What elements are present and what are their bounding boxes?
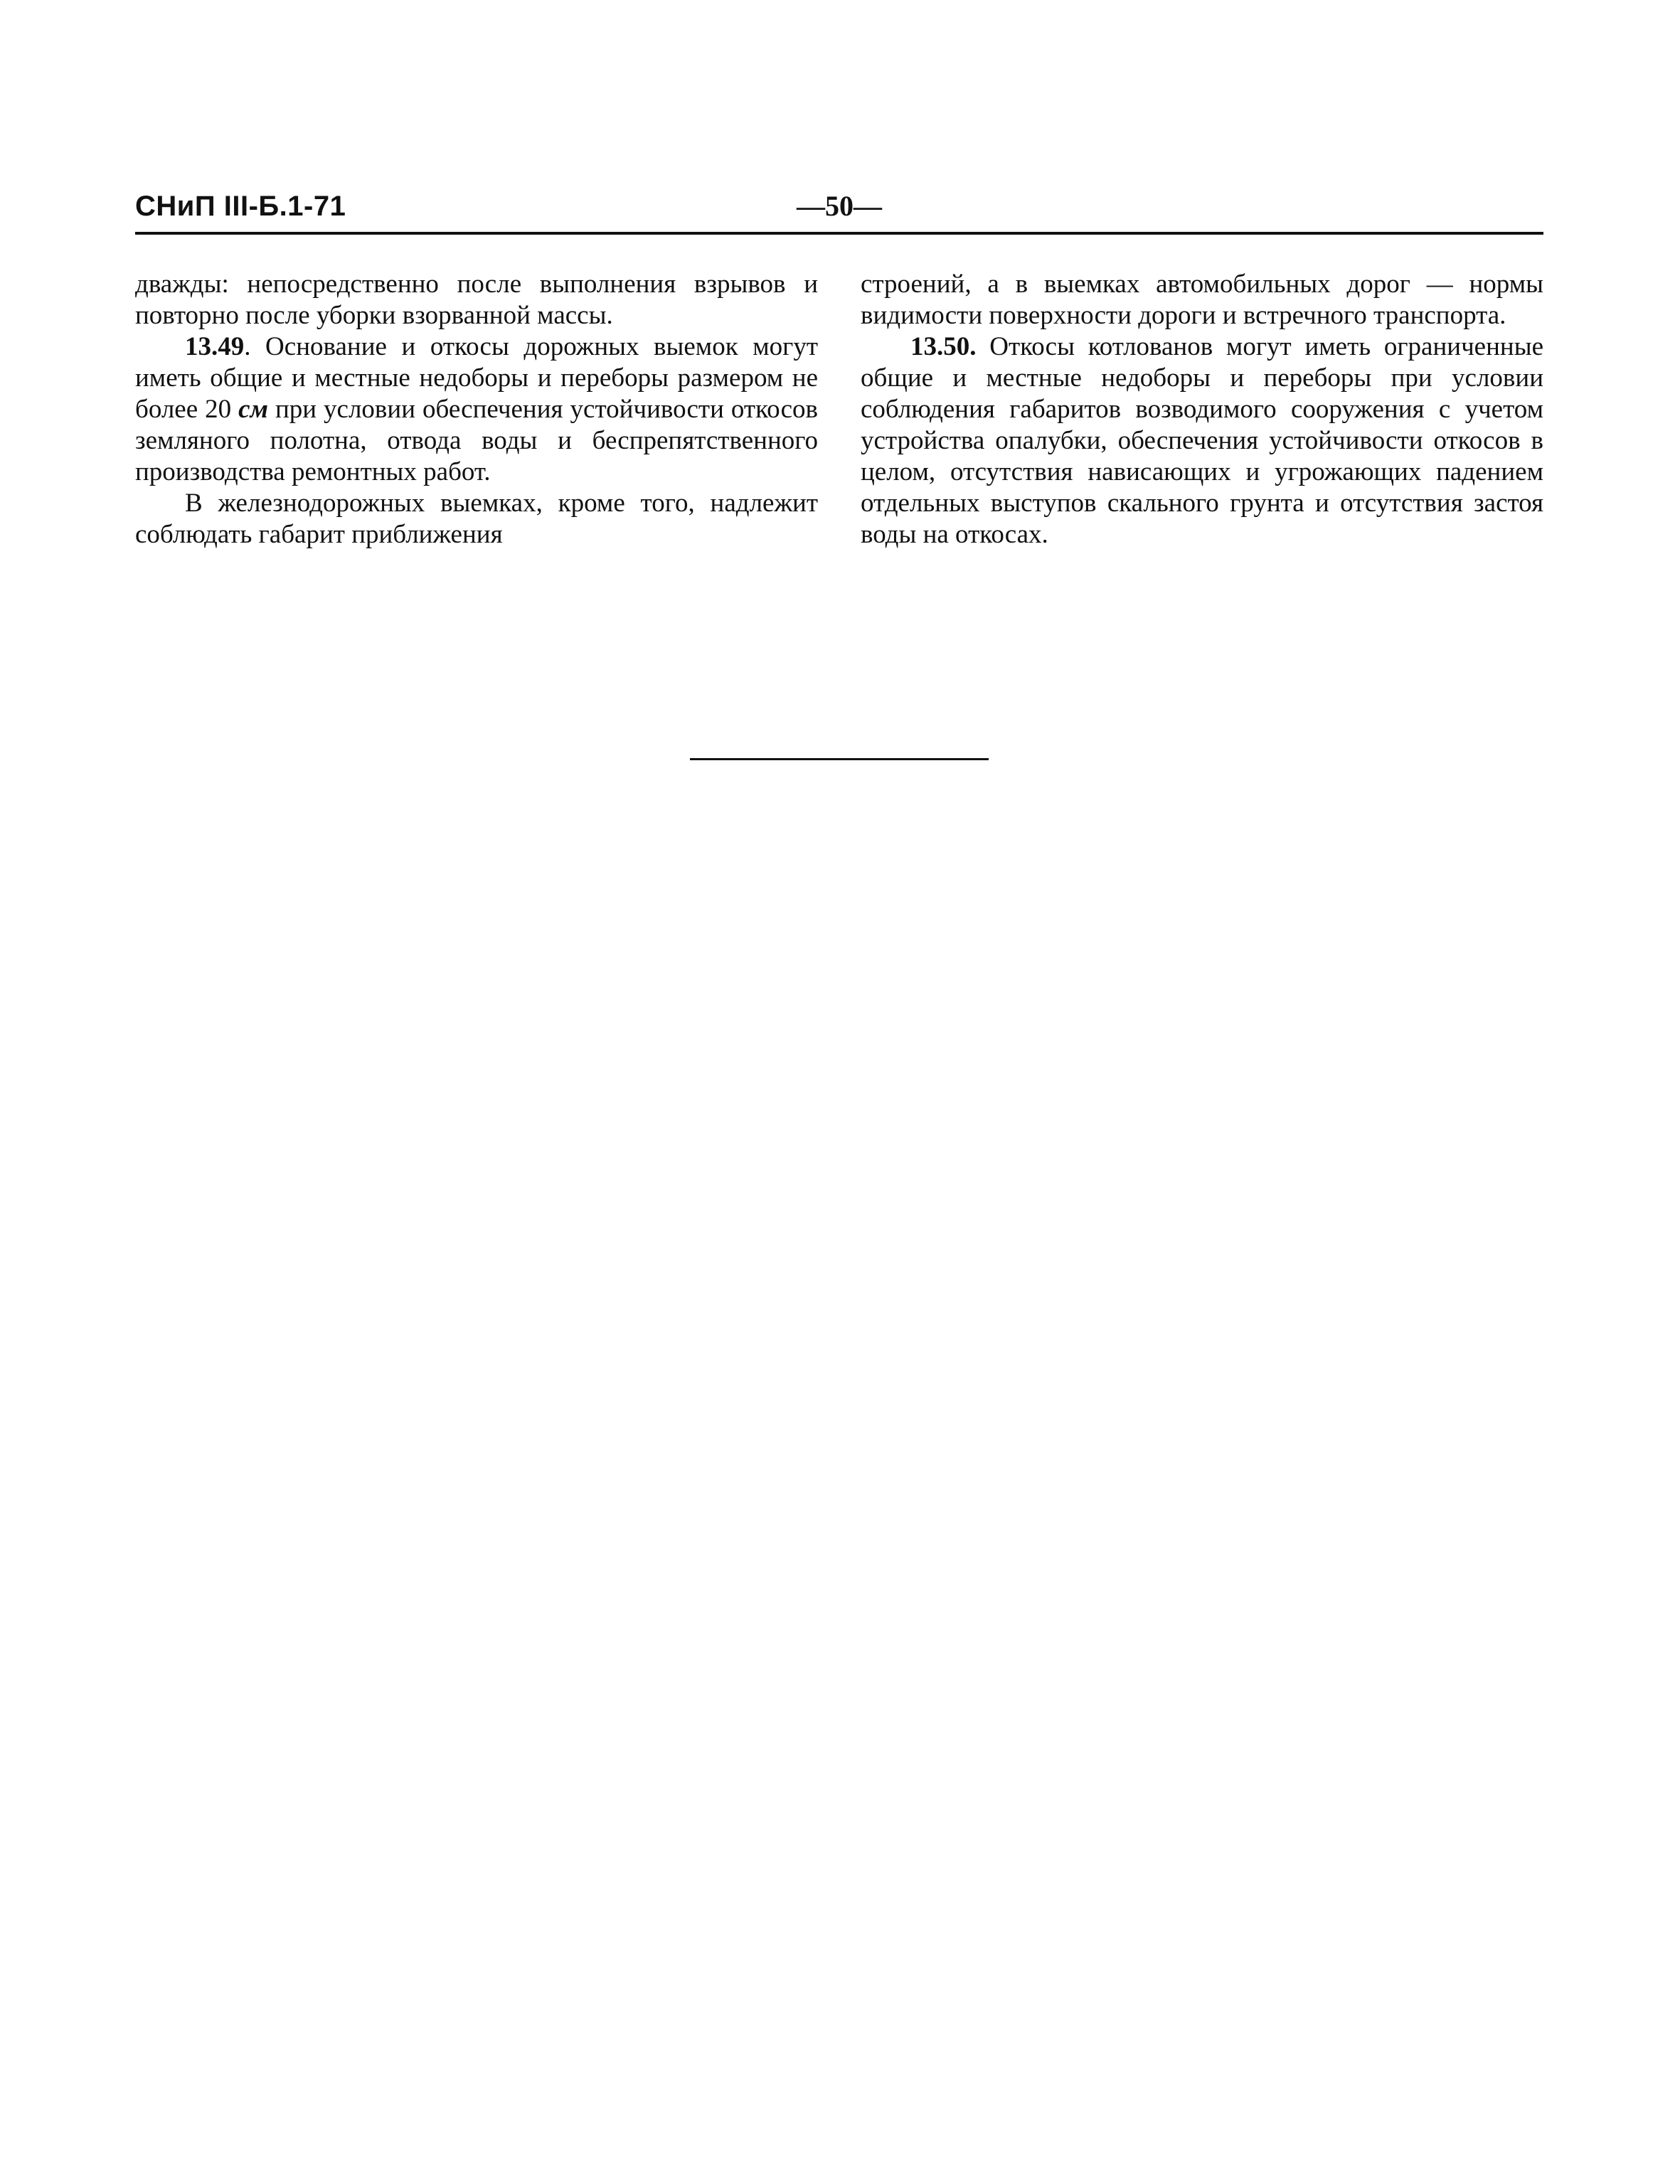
right-column bbox=[861, 269, 1543, 550]
clause-number: 13.50. bbox=[910, 332, 977, 361]
unit-label: см bbox=[238, 395, 268, 424]
header-divider bbox=[135, 232, 1543, 235]
paragraph-text: дважды: непосредственно после выполнения взрывов и повторно после уборки взорванной массы. bbox=[135, 270, 818, 330]
paragraph-text: В железнодорожных выемках, кроме того, надлежит соблюдать габарит приближения bbox=[135, 489, 818, 549]
left-column bbox=[135, 269, 818, 550]
paragraph-continuation bbox=[861, 269, 1543, 331]
paragraph-text: строений, а в выемках автомобильных дорог — нормы видимости поверхности дороги и встречного транспорта. bbox=[861, 270, 1543, 330]
paragraph-continuation bbox=[135, 269, 818, 331]
end-divider bbox=[690, 758, 989, 760]
document-code: СНиП III-Б.1-71 bbox=[135, 191, 346, 222]
page-header bbox=[135, 186, 1543, 226]
clause-13-49 bbox=[135, 331, 818, 488]
clause-text-part-1: . Основание и откосы дорожных выемок могут иметь общие и местные недоборы и переборы размером не более 20 bbox=[135, 332, 818, 424]
clause-number: 13.49 bbox=[185, 332, 245, 361]
clause-text: Откосы котлованов могут иметь ограниченные общие и местные недоборы и переборы при условии соблюдения габаритов возводимого сооружения с учетом устройства опалубки, обеспечения устойчивости откосов в целом, отсутствия нависающих и угрожающих падением отдельных выступов скального грунта и отсутствия застоя воды на откосах. bbox=[861, 332, 1543, 549]
page-number: —50— bbox=[797, 190, 882, 222]
clause-text-part-2: при условии обеспечения устойчивости откосов земляного полотна, отвода воды и беспрепятственного производства ремонтных работ. bbox=[135, 395, 818, 486]
clause-13-50 bbox=[861, 331, 1543, 550]
paragraph-railway bbox=[135, 488, 818, 550]
